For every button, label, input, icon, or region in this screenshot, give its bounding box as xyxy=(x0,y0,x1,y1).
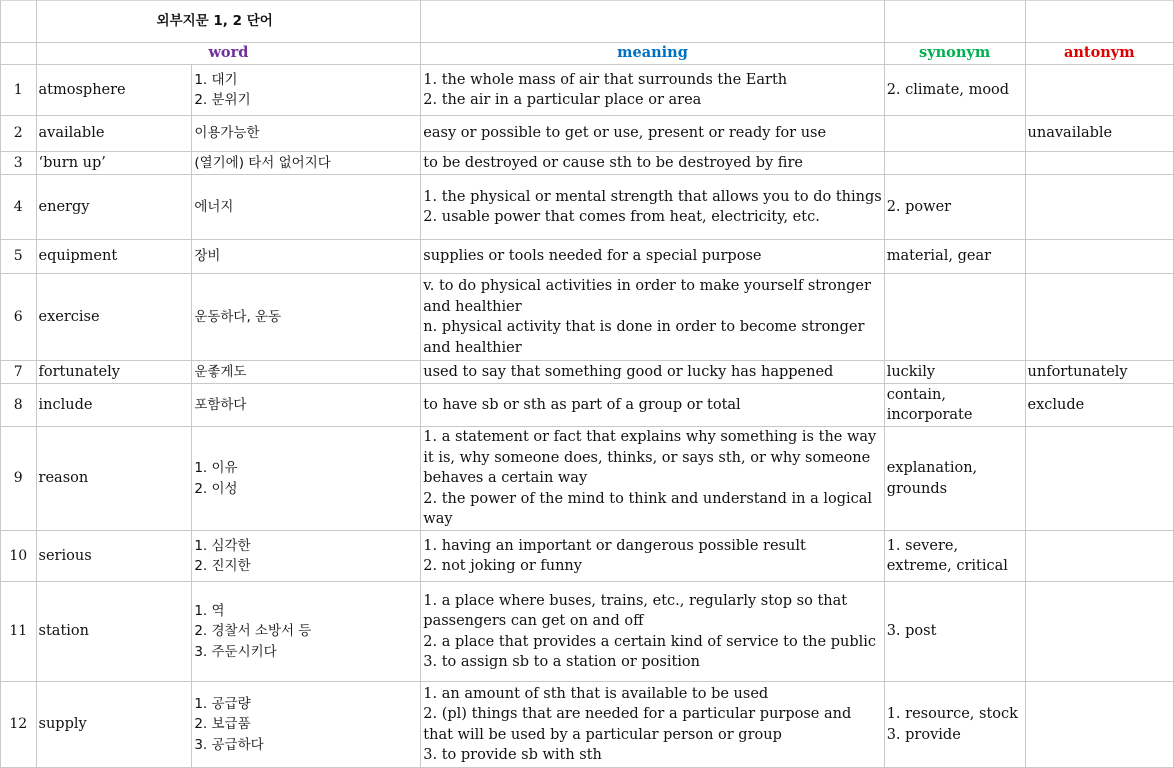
word-cell[interactable] xyxy=(36,582,192,682)
antonym-cell[interactable] xyxy=(1025,116,1173,152)
row-number-cell-line: 7 xyxy=(13,363,23,380)
korean-meaning-cell[interactable] xyxy=(192,65,421,116)
synonym-cell-line: explanation, xyxy=(886,460,978,476)
word-cell[interactable] xyxy=(36,152,192,175)
english-meaning-cell-line: to have sb or sth as part of a group or total xyxy=(423,396,741,413)
synonym-cell-line: 2. climate, mood xyxy=(886,81,1010,98)
word-cell[interactable] xyxy=(36,274,192,361)
row-number-cell[interactable] xyxy=(1,384,37,427)
english-meaning-cell-line: n. physical activity that is done in order to become stronger xyxy=(423,319,865,335)
header-word[interactable]: word xyxy=(36,43,421,65)
row-number-cell-line: 11 xyxy=(9,623,28,640)
korean-meaning-cell-line: 장비 xyxy=(194,248,221,265)
synonym-cell-line: 3. provide xyxy=(886,726,961,743)
korean-meaning-cell[interactable] xyxy=(192,531,421,582)
header-synonym[interactable]: synonym xyxy=(884,43,1025,65)
korean-meaning-cell[interactable] xyxy=(192,116,421,152)
english-meaning-cell-line: 1. a statement or fact that explains why something is the way xyxy=(423,429,877,446)
word-cell-line: ‘burn up’ xyxy=(38,154,106,171)
korean-meaning-cell-line: 3. 공급하다 xyxy=(194,736,264,753)
word-cell-line: supply xyxy=(38,716,87,733)
synonym-cell[interactable] xyxy=(884,152,1025,175)
cell[interactable] xyxy=(1025,1,1173,43)
synonym-cell[interactable] xyxy=(884,384,1025,427)
row-number-cell[interactable] xyxy=(1,65,37,116)
antonym-cell[interactable] xyxy=(1025,361,1173,384)
table-row xyxy=(1,274,1174,361)
synonym-cell[interactable] xyxy=(884,582,1025,682)
row-number-cell[interactable] xyxy=(1,682,37,768)
synonym-cell-line: luckily xyxy=(886,363,936,380)
word-cell[interactable] xyxy=(36,361,192,384)
synonym-cell[interactable] xyxy=(884,531,1025,582)
word-cell-line: reason xyxy=(38,470,89,487)
english-meaning-cell-line: 2. (pl) things that are needed for a particular purpose and xyxy=(423,706,852,722)
table-row xyxy=(1,384,1174,427)
header-num-cell[interactable] xyxy=(1,43,37,65)
synonym-cell-line: 1. resource, stock xyxy=(886,706,1018,722)
english-meaning-cell[interactable] xyxy=(421,427,884,531)
antonym-cell-line: unavailable xyxy=(1027,125,1113,142)
korean-meaning-cell-line: 2. 경찰서 소방서 등 xyxy=(194,623,312,640)
cell[interactable] xyxy=(421,1,884,43)
synonym-cell[interactable] xyxy=(884,361,1025,384)
korean-meaning-cell[interactable] xyxy=(192,240,421,274)
english-meaning-cell-line: 2. the power of the mind to think and understand in a logical xyxy=(423,490,873,507)
row-number-cell-line: 3 xyxy=(13,154,23,171)
table-row xyxy=(1,116,1174,152)
synonym-cell[interactable] xyxy=(884,682,1025,768)
row-number-cell-line: 4 xyxy=(13,198,23,215)
antonym-cell[interactable] xyxy=(1025,175,1173,240)
row-number-cell[interactable] xyxy=(1,116,37,152)
cell[interactable] xyxy=(1,1,37,43)
english-meaning-cell-line: 3. to provide sb with sth xyxy=(423,747,602,763)
english-meaning-cell-line: 1. the whole mass of air that surrounds the Earth xyxy=(423,71,788,88)
sheet-title[interactable]: 외부지문 1, 2 단어 xyxy=(36,1,421,43)
word-cell[interactable] xyxy=(36,682,192,768)
row-number-cell-line: 8 xyxy=(13,396,23,413)
header-row xyxy=(1,43,1174,65)
row-number-cell-line: 5 xyxy=(13,248,23,265)
korean-meaning-cell-line: 2. 보급품 xyxy=(194,716,251,733)
row-number-cell-line: 1 xyxy=(13,81,23,98)
english-meaning-cell-line: 1. a place where buses, trains, etc., regularly stop so that xyxy=(423,592,848,609)
row-number-cell-line: 2 xyxy=(13,125,23,142)
word-cell-line: available xyxy=(38,125,105,142)
english-meaning-cell-line: 3. to assign sb to a station or position xyxy=(423,654,700,670)
word-cell[interactable] xyxy=(36,65,192,116)
title-row xyxy=(1,1,1174,43)
korean-meaning-cell[interactable] xyxy=(192,682,421,768)
word-cell[interactable] xyxy=(36,240,192,274)
row-number-cell[interactable] xyxy=(1,274,37,361)
korean-meaning-cell-line: 1. 이유 xyxy=(194,460,238,476)
korean-meaning-cell[interactable] xyxy=(192,361,421,384)
row-number-cell[interactable] xyxy=(1,582,37,682)
english-meaning-cell[interactable] xyxy=(421,682,884,768)
row-number-cell-line: 9 xyxy=(13,470,23,487)
synonym-cell[interactable] xyxy=(884,427,1025,531)
english-meaning-cell-line: and healthier xyxy=(423,339,522,356)
english-meaning-cell-line: 2. the air in a particular place or area xyxy=(423,92,702,108)
english-meaning-cell[interactable] xyxy=(421,531,884,582)
antonym-cell[interactable] xyxy=(1025,384,1173,427)
english-meaning-cell-line: it is, why someone does, thinks, or says sth, or why someone xyxy=(423,449,871,466)
table-row xyxy=(1,65,1174,116)
english-meaning-cell[interactable] xyxy=(421,240,884,274)
row-number-cell[interactable] xyxy=(1,152,37,175)
antonym-cell[interactable] xyxy=(1025,531,1173,582)
korean-meaning-cell[interactable] xyxy=(192,274,421,361)
row-number-cell[interactable] xyxy=(1,240,37,274)
antonym-cell[interactable] xyxy=(1025,240,1173,274)
english-meaning-cell-line: 2. usable power that comes from heat, electricity, etc. xyxy=(423,209,820,225)
synonym-cell[interactable] xyxy=(884,175,1025,240)
antonym-cell[interactable] xyxy=(1025,582,1173,682)
row-number-cell[interactable] xyxy=(1,531,37,582)
korean-meaning-cell[interactable] xyxy=(192,582,421,682)
english-meaning-cell[interactable] xyxy=(421,274,884,361)
table-row xyxy=(1,175,1174,240)
table-row xyxy=(1,582,1174,682)
header-meaning[interactable]: meaning xyxy=(421,43,884,65)
header-antonym[interactable]: antonym xyxy=(1025,43,1173,65)
antonym-cell[interactable] xyxy=(1025,427,1173,531)
synonym-cell-line: 2. power xyxy=(886,198,952,215)
korean-meaning-cell[interactable] xyxy=(192,152,421,175)
korean-meaning-cell-line: 3. 주둔시키다 xyxy=(194,643,277,660)
english-meaning-cell-line: supplies or tools needed for a special purpose xyxy=(423,248,762,265)
cell[interactable] xyxy=(884,1,1025,43)
row-number-cell[interactable] xyxy=(1,175,37,240)
english-meaning-cell-line: that will be used by a particular person or group xyxy=(423,726,782,743)
english-meaning-cell[interactable] xyxy=(421,65,884,116)
korean-meaning-cell-line: 1. 공급량 xyxy=(194,695,251,712)
row-number-cell-line: 12 xyxy=(9,716,28,733)
english-meaning-cell[interactable] xyxy=(421,361,884,384)
english-meaning-cell-line: 1. the physical or mental strength that allows you to do things xyxy=(423,188,882,205)
word-cell-line: exercise xyxy=(38,308,100,325)
row-number-cell[interactable] xyxy=(1,361,37,384)
word-cell-line: include xyxy=(38,396,93,413)
korean-meaning-cell-line: 1. 역 xyxy=(194,602,225,619)
english-meaning-cell-line: behaves a certain way xyxy=(423,470,588,487)
english-meaning-cell[interactable] xyxy=(421,384,884,427)
synonym-cell-line: incorporate xyxy=(886,407,973,423)
table-row xyxy=(1,682,1174,768)
synonym-cell-line: 1. severe, xyxy=(886,537,959,554)
korean-meaning-cell-line: 2. 진지한 xyxy=(194,558,251,574)
word-cell[interactable] xyxy=(36,384,192,427)
antonym-cell[interactable] xyxy=(1025,152,1173,175)
synonym-cell[interactable] xyxy=(884,274,1025,361)
table-row xyxy=(1,361,1174,384)
synonym-cell[interactable] xyxy=(884,116,1025,152)
synonym-cell-line: 3. post xyxy=(886,623,937,640)
english-meaning-cell-line: v. to do physical activities in order to make yourself stronger xyxy=(423,278,871,294)
antonym-cell[interactable] xyxy=(1025,682,1173,768)
synonym-cell-line: material, gear xyxy=(886,248,992,265)
word-cell-line: atmosphere xyxy=(38,81,126,98)
english-meaning-cell-line: and healthier xyxy=(423,298,522,315)
english-meaning-cell-line: passengers can get on and off xyxy=(423,613,644,629)
synonym-cell-line: contain, xyxy=(886,386,946,403)
synonym-cell-line: extreme, critical xyxy=(886,558,1008,574)
word-cell-line: energy xyxy=(38,198,90,215)
korean-meaning-cell-line: 2. 분위기 xyxy=(194,92,251,108)
synonym-cell[interactable] xyxy=(884,240,1025,274)
table-row xyxy=(1,152,1174,175)
word-cell-line: serious xyxy=(38,547,92,564)
english-meaning-cell-line: way xyxy=(423,511,453,528)
korean-meaning-cell-line: 운좋게도 xyxy=(194,363,247,380)
row-number-cell-line: 6 xyxy=(13,308,23,325)
english-meaning-cell-line: 2. a place that provides a certain kind of service to the public xyxy=(423,633,877,650)
row-number-cell-line: 10 xyxy=(9,547,28,564)
synonym-cell-line: grounds xyxy=(886,480,948,497)
word-cell-line: station xyxy=(38,623,89,640)
antonym-cell[interactable] xyxy=(1025,274,1173,361)
antonym-cell[interactable] xyxy=(1025,65,1173,116)
english-meaning-cell[interactable] xyxy=(421,175,884,240)
word-cell[interactable] xyxy=(36,427,192,531)
table-row xyxy=(1,427,1174,531)
english-meaning-cell-line: 1. an amount of sth that is available to be used xyxy=(423,685,769,702)
korean-meaning-cell-line: 1. 대기 xyxy=(194,71,238,88)
korean-meaning-cell[interactable] xyxy=(192,427,421,531)
english-meaning-cell-line: used to say that something good or lucky has happened xyxy=(423,363,834,380)
korean-meaning-cell-line: 포함하다 xyxy=(194,396,247,413)
korean-meaning-cell-line: 에너지 xyxy=(194,198,234,215)
antonym-cell-line: exclude xyxy=(1027,396,1085,413)
korean-meaning-cell-line: 2. 이성 xyxy=(194,480,238,497)
english-meaning-cell-line: 2. not joking or funny xyxy=(423,558,582,574)
word-cell-line: fortunately xyxy=(38,363,120,380)
korean-meaning-cell-line: (열기에) 타서 없어지다 xyxy=(194,154,331,171)
korean-meaning-cell-line: 1. 심각한 xyxy=(194,537,251,554)
antonym-cell-line: unfortunately xyxy=(1027,363,1128,380)
word-cell[interactable] xyxy=(36,116,192,152)
english-meaning-cell[interactable] xyxy=(421,152,884,175)
english-meaning-cell-line: easy or possible to get or use, present or ready for use xyxy=(423,125,827,142)
korean-meaning-cell[interactable] xyxy=(192,384,421,427)
english-meaning-cell-line: to be destroyed or cause sth to be destroyed by fire xyxy=(423,154,803,171)
table-row xyxy=(1,240,1174,274)
english-meaning-cell[interactable] xyxy=(421,582,884,682)
word-cell[interactable] xyxy=(36,531,192,582)
korean-meaning-cell-line: 이용가능한 xyxy=(194,125,260,142)
word-cell-line: equipment xyxy=(38,248,118,265)
korean-meaning-cell-line: 운동하다, 운동 xyxy=(194,308,282,325)
korean-meaning-cell[interactable] xyxy=(192,175,421,240)
english-meaning-cell-line: 1. having an important or dangerous possible result xyxy=(423,537,806,554)
row-number-cell[interactable] xyxy=(1,427,37,531)
english-meaning-cell[interactable] xyxy=(421,116,884,152)
synonym-cell[interactable] xyxy=(884,65,1025,116)
table-row xyxy=(1,531,1174,582)
word-cell[interactable] xyxy=(36,175,192,240)
